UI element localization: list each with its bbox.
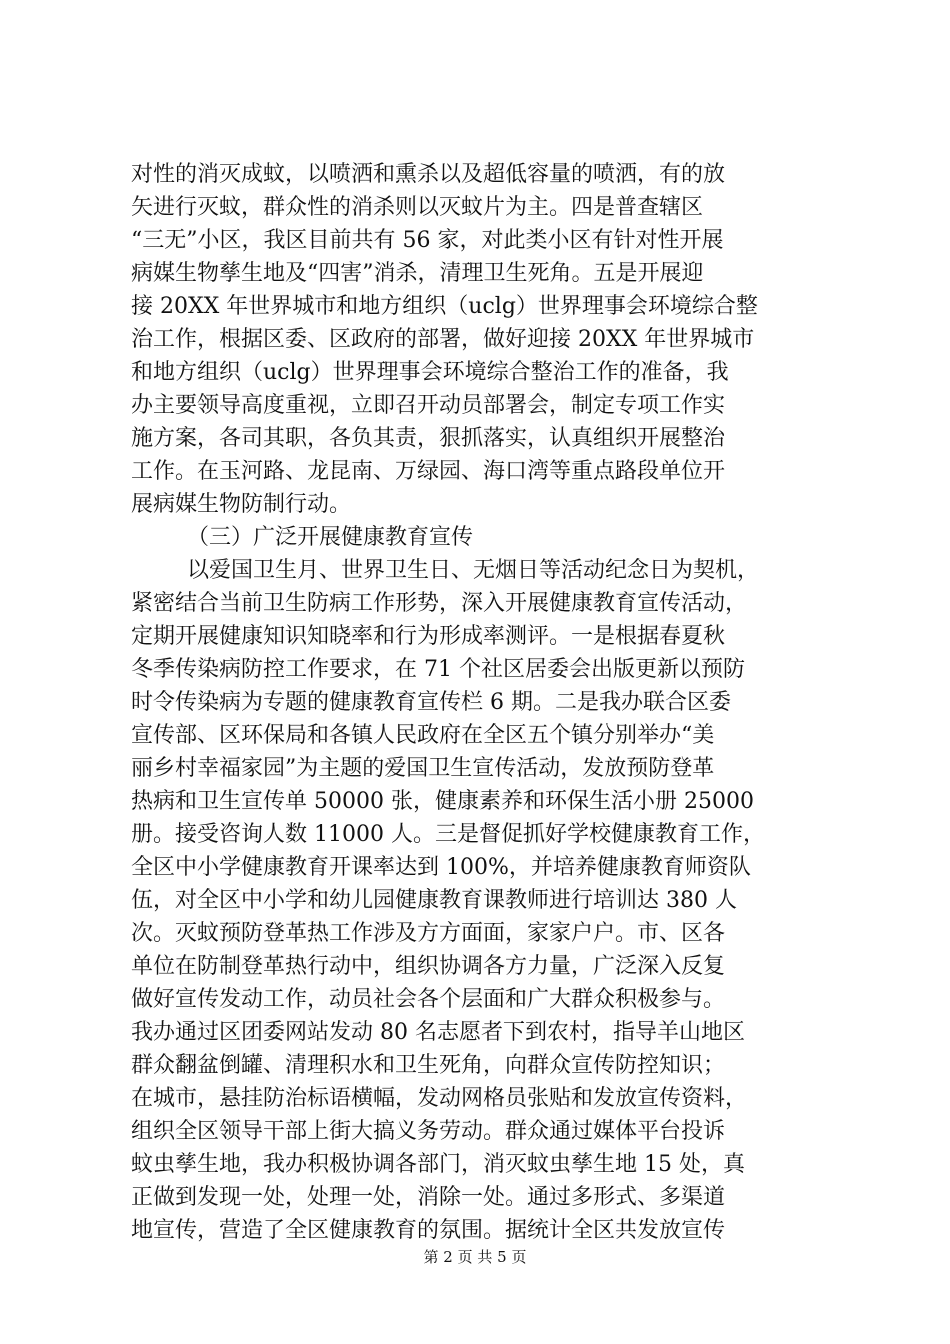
text-line: 以爱国卫生月、世界卫生日、无烟日等活动纪念日为契机， bbox=[131, 558, 759, 583]
text-line: 次。灭蚊预防登革热工作涉及方方面面，家家户户。市、区各 bbox=[131, 921, 726, 946]
text-line: 在城市，悬挂防治标语横幅，发动网格员张贴和发放宣传资料， bbox=[131, 1086, 748, 1111]
text-line: 施方案，各司其职，各负其责，狠抓落实，认真组织开展整治 bbox=[131, 426, 726, 451]
text-line: 单位在防制登革热行动中，组织协调各方力量，广泛深入反复 bbox=[131, 954, 726, 979]
text-line: 对性的消灭成蚊，以喷洒和熏杀以及超低容量的喷洒，有的放 bbox=[131, 162, 726, 187]
text-line: 接 20XX 年世界城市和地方组织（uclg）世界理事会环境综合整 bbox=[131, 294, 758, 319]
text-line: 办主要领导高度重视，立即召开动员部署会，制定专项工作实 bbox=[131, 393, 726, 418]
text-line: 和地方组织（uclg）世界理事会环境综合整治工作的准备，我 bbox=[131, 360, 729, 385]
text-line: 全区中小学健康教育开课率达到 100%，并培养健康教育师资队 bbox=[131, 855, 751, 880]
text-line: 病媒生物孳生地及“四害”消杀，清理卫生死角。五是开展迎 bbox=[131, 261, 704, 286]
text-line: 时令传染病为专题的健康教育宣传栏 6 期。二是我办联合区委 bbox=[131, 690, 731, 715]
text-line: 工作。在玉河路、龙昆南、万绿园、海口湾等重点路段单位开 bbox=[131, 459, 726, 484]
text-line: 治工作，根据区委、区政府的部署，做好迎接 20XX 年世界城市 bbox=[131, 327, 755, 352]
page-footer: 第 2 页 共 5 页 bbox=[423, 1248, 527, 1266]
text-line: 正做到发现一处，处理一处，消除一处。通过多形式、多渠道 bbox=[131, 1185, 726, 1210]
text-line: 丽乡村幸福家园”为主题的爱国卫生宣传活动，发放预防登革 bbox=[131, 756, 715, 781]
text-line: 做好宣传发动工作，动员社会各个层面和广大群众积极参与。 bbox=[131, 987, 726, 1012]
text-line: 我办通过区团委网站发动 80 名志愿者下到农村，指导羊山地区 bbox=[131, 1020, 745, 1045]
body-text bbox=[131, 158, 836, 1247]
text-line: 热病和卫生宣传单 50000 张，健康素养和环保生活小册 25000 bbox=[131, 789, 754, 814]
text-line: 地宣传，营造了全区健康教育的氛围。据统计全区共发放宣传 bbox=[131, 1218, 726, 1243]
text-line: 宣传部、区环保局和各镇人民政府在全区五个镇分别举办“美 bbox=[131, 723, 715, 748]
text-line: 定期开展健康知识知晓率和行为形成率测评。一是根据春夏秋 bbox=[131, 624, 726, 649]
text-line: 册。接受咨询人数 11000 人。三是督促抓好学校健康教育工作， bbox=[131, 822, 765, 847]
text-line: 矢进行灭蚊，群众性的消杀则以灭蚊片为主。四是普查辖区 bbox=[131, 195, 704, 220]
text-line: 群众翻盆倒罐、清理积水和卫生死角，向群众宣传防控知识； bbox=[131, 1053, 726, 1078]
text-line: 展病媒生物防制行动。 bbox=[131, 492, 352, 517]
text-line: 伍，对全区中小学和幼儿园健康教育课教师进行培训达 380 人 bbox=[131, 888, 737, 913]
text-line: （三）广泛开展健康教育宣传 bbox=[131, 525, 473, 550]
text-line: 组织全区领导干部上街大搞义务劳动。群众通过媒体平台投诉 bbox=[131, 1119, 726, 1144]
text-line: 紧密结合当前卫生防病工作形势，深入开展健康教育宣传活动， bbox=[131, 591, 748, 616]
text-line: 冬季传染病防控工作要求，在 71 个社区居委会出版更新以预防 bbox=[131, 657, 745, 682]
text-line: 蚊虫孳生地，我办积极协调各部门，消灭蚊虫孳生地 15 处，真 bbox=[131, 1152, 745, 1177]
text-line: “三无”小区，我区目前共有 56 家，对此类小区有针对性开展 bbox=[131, 228, 724, 253]
